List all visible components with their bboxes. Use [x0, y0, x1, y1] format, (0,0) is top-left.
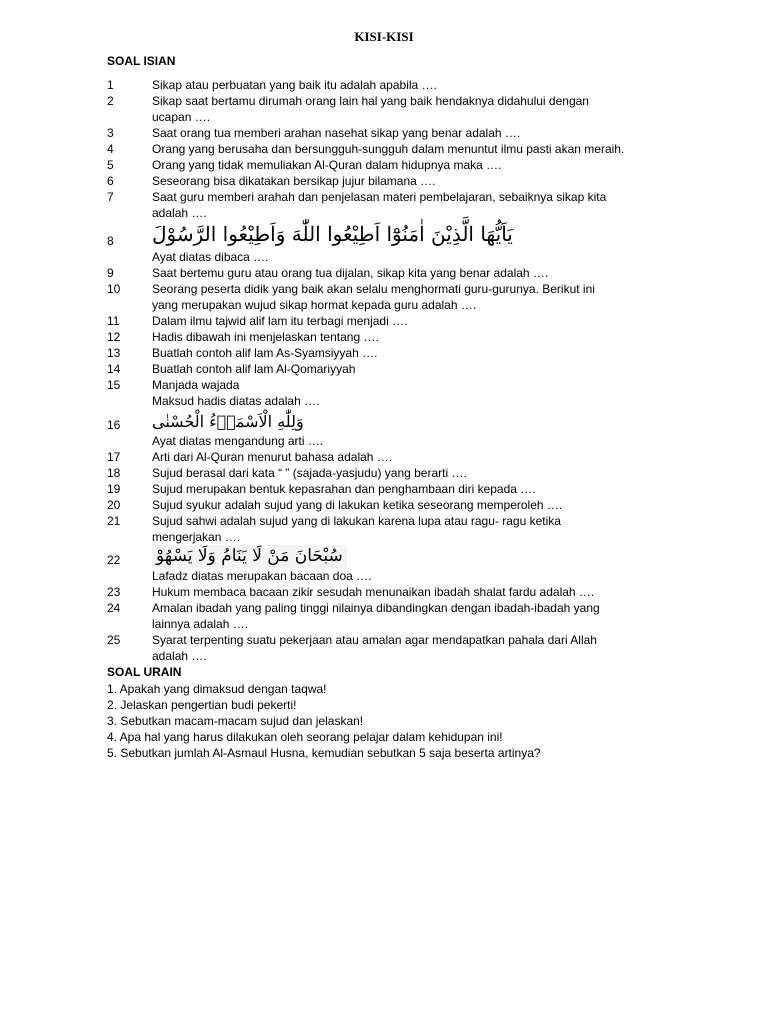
question-item — [107, 93, 707, 125]
question-item — [107, 481, 707, 497]
essay-question: 5. Sebutkan jumlah Al-Asmaul Husna, kemudian sebutkan 5 saja beserta artinya? — [107, 746, 541, 760]
question-number: 3 — [107, 126, 114, 140]
question-number: 8 — [107, 234, 114, 248]
question-number: 17 — [107, 450, 121, 464]
question-item — [107, 449, 707, 465]
question-number: 25 — [107, 633, 121, 647]
question-number: 4 — [107, 142, 114, 156]
question-text: Hadis dibawah ini menjelaskan tentang …. — [152, 330, 379, 344]
question-text: Orang yang berusaha dan bersungguh-sungguh dalam menuntut ilmu pasti akan meraih. — [152, 142, 625, 156]
soal-isian-list — [107, 77, 707, 664]
question-text: Sujud merupakan bentuk kepasrahan dan penghambaan diri kepada …. — [152, 482, 536, 496]
question-text: Sikap atau perbuatan yang baik itu adalah apabila …. — [152, 78, 437, 92]
question-item — [107, 632, 707, 664]
question-number: 5 — [107, 158, 114, 172]
question-item — [107, 361, 707, 377]
essay-question: 4. Apa hal yang harus dilakukan oleh seorang pelajar dalam kehidupan ini! — [107, 730, 503, 744]
question-arabic-row — [107, 545, 707, 568]
question-item — [107, 77, 707, 93]
question-text: Sikap saat bertamu dirumah orang lain hal yang baik hendaknya didahului dengan ucapan …. — [152, 94, 589, 124]
question-number: 13 — [107, 346, 121, 360]
question-text: Manjada wajada Maksud hadis diatas adalah …. — [152, 378, 320, 408]
question-item — [107, 141, 707, 157]
question-item — [107, 329, 707, 345]
essay-question: 1. Apakah yang dimaksud dengan taqwa! — [107, 682, 327, 696]
question-number: 7 — [107, 190, 114, 204]
arabic-text: وَلِلّٰهِ الْاَسْمَاۤءُ الْحُسْنٰى — [152, 412, 304, 431]
arabic-text: سُبْحَانَ مَنْ لَا يَنَامُ وَلَا يَسْهُوْ — [152, 545, 347, 568]
question-item — [107, 281, 707, 313]
question-text: Arti dari Al-Quran menurut bahasa adalah …. — [152, 450, 393, 464]
question-item — [107, 313, 707, 329]
question-number: 18 — [107, 466, 121, 480]
question-text: Ayat diatas mengandung arti …. — [152, 434, 324, 448]
question-text: Sujud syukur adalah sujud yang di lakukan ketika seseorang memperoleh …. — [152, 498, 563, 512]
question-text: Lafadz diatas merupakan bacaan doa …. — [152, 569, 372, 583]
question-text: Saat orang tua memberi arahan nasehat sikap yang benar adalah …. — [152, 126, 521, 140]
document-title: KISI-KISI — [354, 29, 414, 44]
question-number: 1 — [107, 78, 114, 92]
question-arabic-row — [107, 409, 707, 433]
question-text: Ayat diatas dibaca …. — [152, 250, 269, 264]
question-item — [107, 513, 707, 545]
question-number: 20 — [107, 498, 121, 512]
question-number: 6 — [107, 174, 114, 188]
question-number: 24 — [107, 601, 121, 615]
question-text: Hukum membaca bacaan zikir sesudah menunaikan ibadah shalat fardu adalah …. — [152, 585, 595, 599]
question-item — [107, 600, 707, 632]
essay-question: 2. Jelaskan pengertian budi pekerti! — [107, 698, 297, 712]
question-number: 15 — [107, 378, 121, 392]
question-text: Seorang peserta didik yang baik akan selalu menghormati guru-gurunya. Berikut ini yang merupakan wujud sikap hormat kepada guru adalah …. — [152, 282, 595, 312]
soal-isian-heading: SOAL ISIAN — [107, 54, 176, 68]
question-item — [107, 265, 707, 281]
question-number: 14 — [107, 362, 121, 376]
question-text: Orang yang tidak memuliakan Al-Quran dalam hidupnya maka …. — [152, 158, 502, 172]
question-number: 23 — [107, 585, 121, 599]
question-text: Amalan ibadah yang paling tinggi nilainya dibandingkan dengan ibadah-ibadah yang lainnya adalah …. — [152, 601, 600, 631]
question-text: Buatlah contoh alif lam As-Syamsiyyah …. — [152, 346, 378, 360]
question-number: 10 — [107, 282, 121, 296]
question-number: 12 — [107, 330, 121, 344]
question-text: Buatlah contoh alif lam Al-Qomariyyah — [152, 362, 356, 376]
question-text: Saat guru memberi arahah dan penjelasan materi pembelajaran, sebaiknya sikap kita adalah …. — [152, 190, 607, 220]
question-number: 2 — [107, 94, 114, 108]
arabic-text: يَاَيُّهَا الَّذِيْنَ اٰمَنُوْٓا اَطِيْعُوا اللّٰهَ وَاَطِيْعُوا الرَّسُوْلَ — [152, 222, 513, 246]
question-item — [107, 345, 707, 361]
question-text: Seseorang bisa dikatakan bersikap jujur bilamana …. — [152, 174, 436, 188]
question-item — [107, 377, 707, 409]
question-item — [107, 173, 707, 189]
question-text: Dalam ilmu tajwid alif lam itu terbagi menjadi …. — [152, 314, 408, 328]
question-number: 16 — [107, 418, 121, 432]
question-item — [107, 125, 707, 141]
question-text: Saat bertemu guru atau orang tua dijalan, sikap kita yang benar adalah …. — [152, 266, 549, 280]
question-number: 9 — [107, 266, 114, 280]
question-number: 11 — [107, 314, 120, 328]
question-item — [107, 465, 707, 481]
question-text: Sujud berasal dari kata “ ” (sajada-yasjudu) yang berarti …. — [152, 466, 467, 480]
soal-urain-heading: SOAL URAIN — [107, 665, 182, 679]
soal-urain-list — [107, 681, 707, 761]
question-text: Syarat terpenting suatu pekerjaan atau amalan agar mendapatkan pahala dari Allah adalah …. — [152, 633, 597, 663]
question-item — [107, 189, 707, 221]
essay-question: 3. Sebutkan macam-macam sujud dan jelaskan! — [107, 714, 364, 728]
question-item — [107, 497, 707, 513]
question-number: 21 — [107, 514, 121, 528]
question-number: 22 — [107, 553, 121, 567]
question-arabic-row — [107, 221, 707, 249]
question-text: Sujud sahwi adalah sujud yang di lakukan karena lupa atau ragu- ragu ketika mengerjakan …. — [152, 514, 561, 544]
question-item — [107, 157, 707, 173]
question-item — [107, 584, 707, 600]
question-number: 19 — [107, 482, 121, 496]
